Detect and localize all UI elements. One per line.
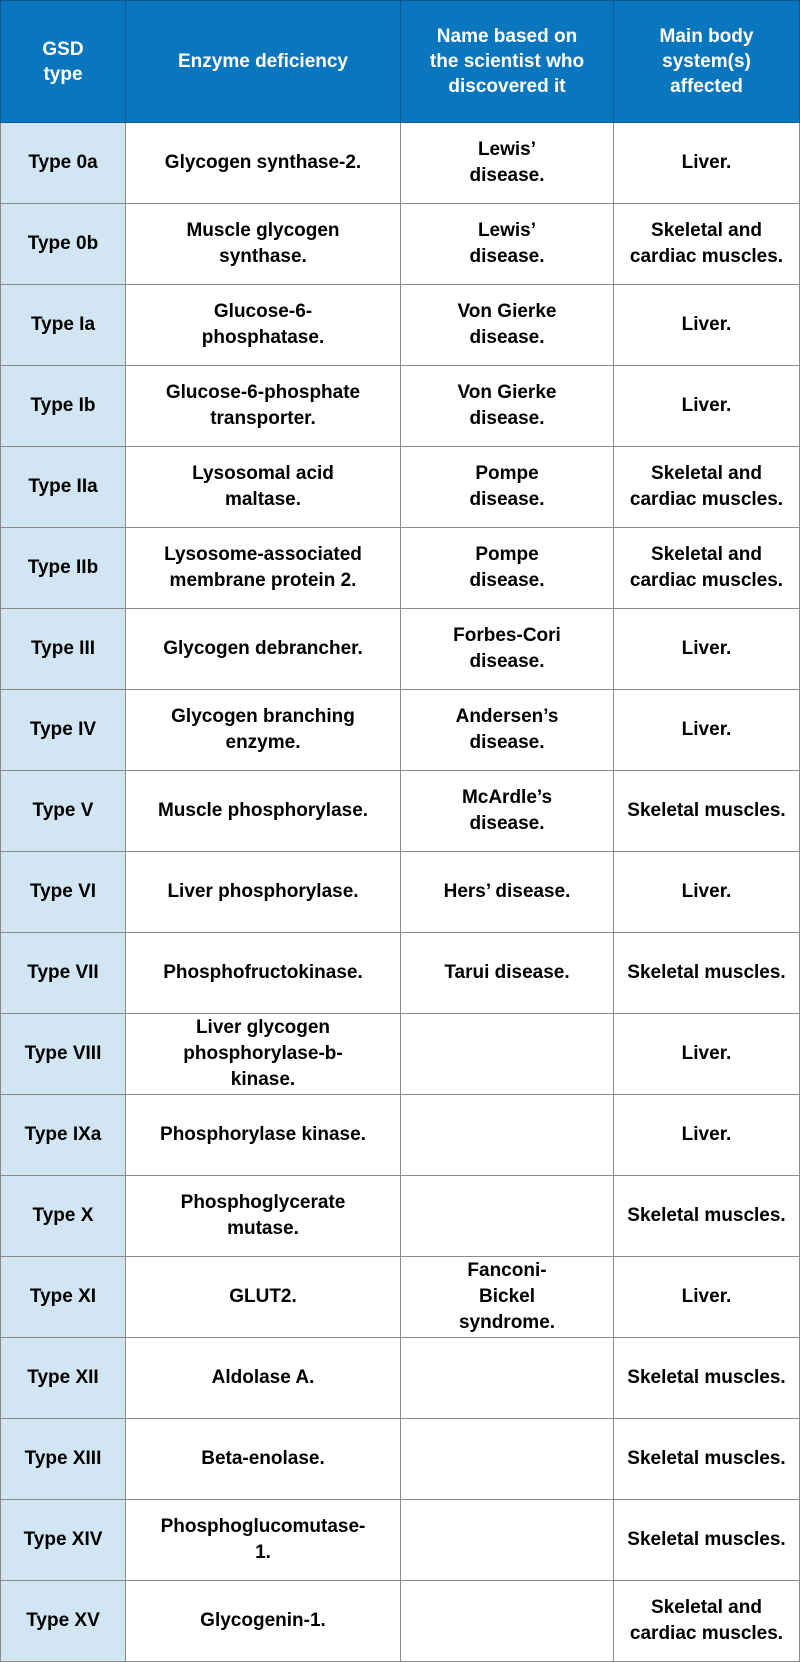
enzyme-cell: Phosphorylase kinase.: [126, 1095, 401, 1176]
body-system-cell: Liver.: [614, 123, 800, 204]
table-row: [1, 852, 800, 933]
gsd-type-cell: Type 0b: [1, 204, 126, 285]
header-enzyme-deficiency: Enzyme deficiency: [126, 1, 401, 123]
scientist-name-cell: Von Gierke disease.: [401, 285, 614, 366]
enzyme-cell: Glycogen branching enzyme.: [126, 690, 401, 771]
enzyme-cell: Muscle glycogen synthase.: [126, 204, 401, 285]
body-system-cell: Liver.: [614, 1257, 800, 1338]
table-row: [1, 690, 800, 771]
table-row: [1, 1338, 800, 1419]
body-system-cell: Liver.: [614, 285, 800, 366]
gsd-type-cell: Type XIV: [1, 1500, 126, 1581]
gsd-type-cell: Type VII: [1, 933, 126, 1014]
gsd-type-cell: Type XIII: [1, 1419, 126, 1500]
table-row: [1, 1014, 800, 1095]
scientist-name-cell: [401, 1419, 614, 1500]
scientist-name-cell: [401, 1500, 614, 1581]
table-row: [1, 933, 800, 1014]
scientist-name-cell: [401, 1338, 614, 1419]
body-system-cell: Skeletal muscles.: [614, 1176, 800, 1257]
body-system-cell: Skeletal muscles.: [614, 933, 800, 1014]
body-system-cell: Skeletal and cardiac muscles.: [614, 528, 800, 609]
scientist-name-cell: Lewis’ disease.: [401, 123, 614, 204]
header-scientist-name: Name based on the scientist who discovered it: [401, 1, 614, 123]
gsd-type-cell: Type IIb: [1, 528, 126, 609]
table-row: [1, 528, 800, 609]
scientist-name-cell: Forbes-Cori disease.: [401, 609, 614, 690]
body-system-cell: Liver.: [614, 609, 800, 690]
table-row: [1, 609, 800, 690]
scientist-name-cell: McArdle’s disease.: [401, 771, 614, 852]
body-system-cell: Skeletal muscles.: [614, 1500, 800, 1581]
header-row: [1, 1, 800, 123]
gsd-type-cell: Type XII: [1, 1338, 126, 1419]
gsd-type-cell: Type VI: [1, 852, 126, 933]
enzyme-cell: Phosphoglucomutase-1.: [126, 1500, 401, 1581]
body-system-cell: Skeletal and cardiac muscles.: [614, 204, 800, 285]
gsd-type-cell: Type 0a: [1, 123, 126, 204]
header-gsd-type: GSD type: [1, 1, 126, 123]
scientist-name-cell: [401, 1581, 614, 1662]
enzyme-cell: Glucose-6-phosphatase.: [126, 285, 401, 366]
gsd-type-cell: Type III: [1, 609, 126, 690]
body-system-cell: Skeletal and cardiac muscles.: [614, 1581, 800, 1662]
body-system-cell: Skeletal muscles.: [614, 1419, 800, 1500]
body-system-cell: Liver.: [614, 1095, 800, 1176]
enzyme-cell: Lysosomal acid maltase.: [126, 447, 401, 528]
gsd-type-cell: Type Ib: [1, 366, 126, 447]
table-row: [1, 1500, 800, 1581]
enzyme-cell: Glycogen debrancher.: [126, 609, 401, 690]
enzyme-cell: Lysosome-associated membrane protein 2.: [126, 528, 401, 609]
gsd-type-cell: Type XI: [1, 1257, 126, 1338]
table-row: [1, 204, 800, 285]
header-body-system: Main body system(s) affected: [614, 1, 800, 123]
body-system-cell: Liver.: [614, 1014, 800, 1095]
table-row: [1, 123, 800, 204]
body-system-cell: Skeletal muscles.: [614, 1338, 800, 1419]
gsd-type-cell: Type XV: [1, 1581, 126, 1662]
gsd-type-cell: Type IV: [1, 690, 126, 771]
gsd-type-cell: Type V: [1, 771, 126, 852]
gsd-type-cell: Type Ia: [1, 285, 126, 366]
enzyme-cell: Muscle phosphorylase.: [126, 771, 401, 852]
scientist-name-cell: Andersen’s disease.: [401, 690, 614, 771]
body-system-cell: Liver.: [614, 366, 800, 447]
table-row: [1, 1095, 800, 1176]
table-row: [1, 366, 800, 447]
scientist-name-cell: Tarui disease.: [401, 933, 614, 1014]
scientist-name-cell: [401, 1095, 614, 1176]
table-row: [1, 1257, 800, 1338]
scientist-name-cell: Pompe disease.: [401, 528, 614, 609]
table-row: [1, 1419, 800, 1500]
enzyme-cell: Glycogenin-1.: [126, 1581, 401, 1662]
enzyme-cell: Glucose-6-phosphate transporter.: [126, 366, 401, 447]
gsd-type-cell: Type IXa: [1, 1095, 126, 1176]
scientist-name-cell: Von Gierke disease.: [401, 366, 614, 447]
body-system-cell: Liver.: [614, 852, 800, 933]
gsd-type-cell: Type X: [1, 1176, 126, 1257]
scientist-name-cell: [401, 1176, 614, 1257]
gsd-type-cell: Type IIa: [1, 447, 126, 528]
scientist-name-cell: Pompe disease.: [401, 447, 614, 528]
table-row: [1, 447, 800, 528]
enzyme-cell: Beta-enolase.: [126, 1419, 401, 1500]
enzyme-cell: Aldolase A.: [126, 1338, 401, 1419]
scientist-name-cell: Hers’ disease.: [401, 852, 614, 933]
enzyme-cell: Liver phosphorylase.: [126, 852, 401, 933]
enzyme-cell: Phosphoglycerate mutase.: [126, 1176, 401, 1257]
body-system-cell: Liver.: [614, 690, 800, 771]
scientist-name-cell: Fanconi-Bickel syndrome.: [401, 1257, 614, 1338]
scientist-name-cell: Lewis’ disease.: [401, 204, 614, 285]
table-row: [1, 285, 800, 366]
enzyme-cell: Phosphofructokinase.: [126, 933, 401, 1014]
body-system-cell: Skeletal muscles.: [614, 771, 800, 852]
gsd-type-cell: Type VIII: [1, 1014, 126, 1095]
enzyme-cell: GLUT2.: [126, 1257, 401, 1338]
table-row: [1, 1176, 800, 1257]
table-row: [1, 1581, 800, 1662]
enzyme-cell: Liver glycogen phosphorylase-b-kinase.: [126, 1014, 401, 1095]
scientist-name-cell: [401, 1014, 614, 1095]
enzyme-cell: Glycogen synthase-2.: [126, 123, 401, 204]
body-system-cell: Skeletal and cardiac muscles.: [614, 447, 800, 528]
table-row: [1, 771, 800, 852]
